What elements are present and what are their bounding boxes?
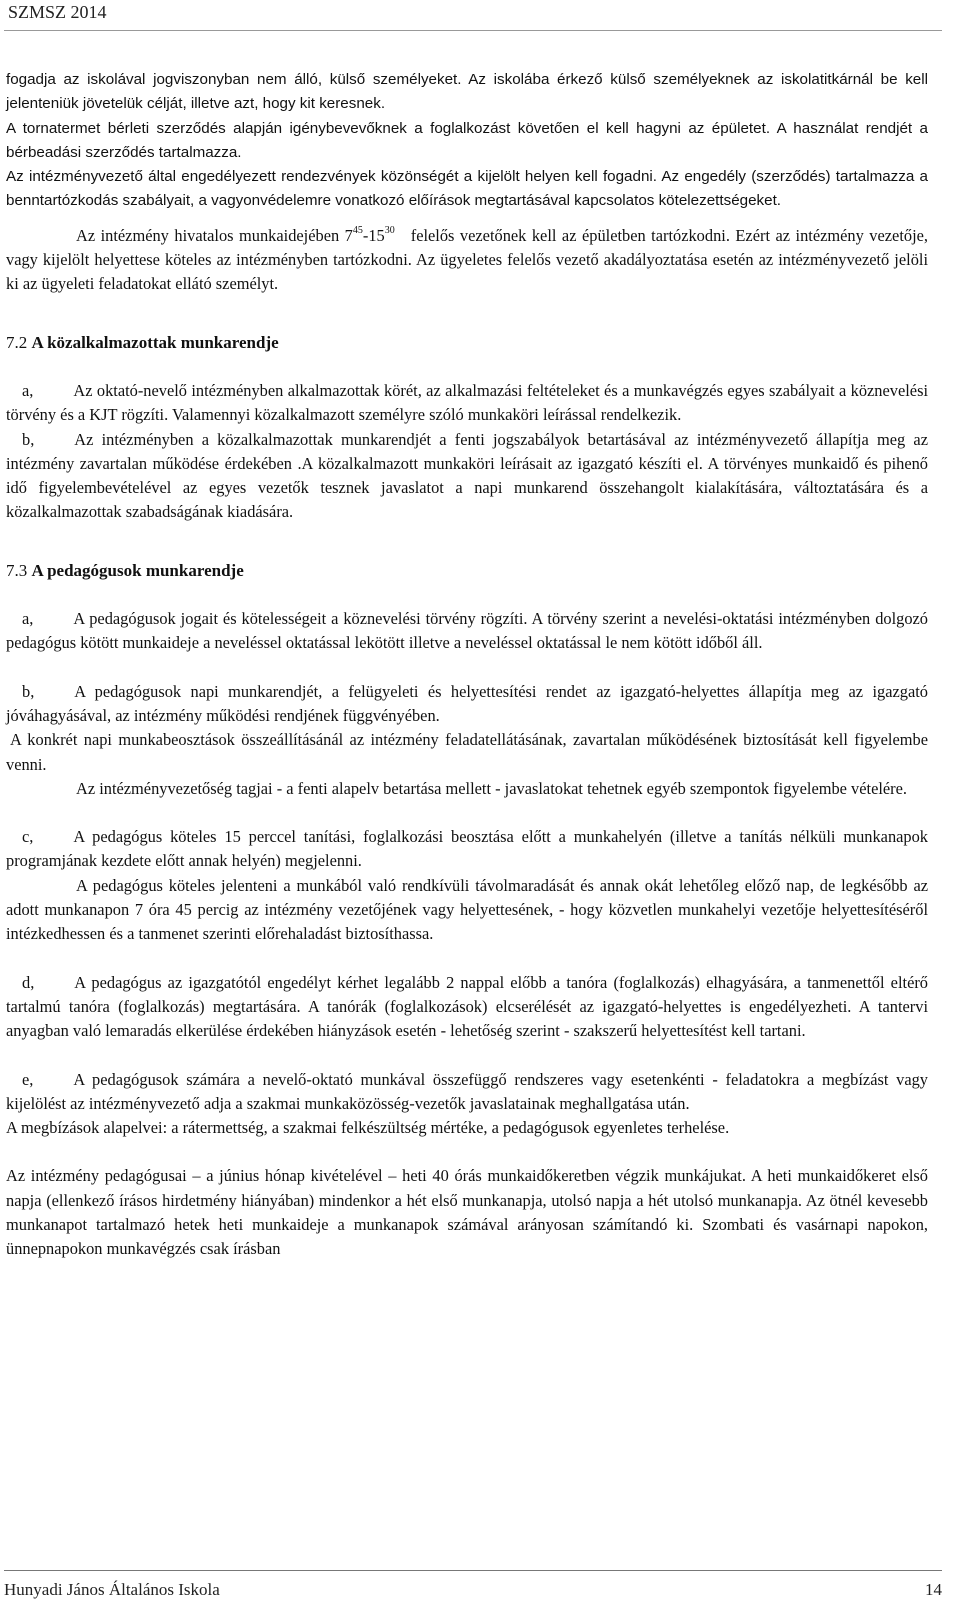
section-7-2-heading <box>6 331 928 355</box>
section-7-3-heading <box>6 559 928 583</box>
section-7-2-item-a <box>6 379 928 428</box>
section-7-3-item-c <box>6 825 928 874</box>
item-marker: a, <box>22 380 34 400</box>
item-text: Az oktató-nevelő intézményben alkalmazottak körét, az alkalmazási feltételeket és a munkavégzés egyes szabályait a köznevelési törvény és a KJT rögzíti. Valamennyi közalkalmazott személyre szóló munkaköri leírással rendelkezik. <box>6 380 928 425</box>
working-hours-continuation: felelős vezetőnek kell az épületben tartózkodni. Ezért az intézmény vezetője, vagy kijelölt helyettese köteles az intézményben tartózkodni. Az ügyeletes felelős vezető akadályoztatása esetén az intézményvezető jelöli ki az ügyeleti feladatokat ellátó személyt. <box>6 225 928 294</box>
section-7-3-item-d <box>6 971 928 1044</box>
section-7-3-item-c-para-2: A pedagógus köteles jelenteni a munkából való rendkívüli távolmaradását és annak okát lehetőleg előző nap, de legkésőbb az adott munkanapon 7 óra 45 percig az intézmény vezetőjének vagy helyettesének, - hogy közvetlen munkahelyi vezetője helyettesítéséről intézkedhessen és a tanmenet szerinti előrehaladást biztosíthassa. <box>6 875 928 944</box>
intro-paragraph-4 <box>6 224 928 297</box>
item-marker: c, <box>22 827 34 847</box>
section-7-3-item-b-para-3: Az intézményvezetőség tagjai - a fenti alapelv betartása mellett - javaslatokat tehetnek egyéb szempontok figyelembe vételére. <box>76 778 908 798</box>
item-text: A pedagógusok napi munkarendjét, a felügyeleti és helyettesítési rendet az igazgató-helyettes állapítja meg az igazgató jóváhagyásával, az intézmény működési rendjének függvényében. <box>6 681 928 725</box>
time-sup-start: 45 <box>352 224 363 236</box>
section-7-3-item-b <box>6 680 928 729</box>
working-hours-text: Az intézmény hivatalos munkaidejében 7 <box>76 225 353 245</box>
time-sup-end: 30 <box>384 224 395 236</box>
page-footer <box>4 1570 942 1601</box>
item-marker: b, <box>22 429 35 449</box>
section-number: 7.3 <box>6 560 28 580</box>
section-7-3-final-paragraph: Az intézmény pedagógusai – a június hónap kivételével – heti 40 órás munkaidőkeretben végzik munkájukat. A heti munkaidőkeret első napja (ellenkező írásos hirdetmény hiányában) mindenkor a hét első munkanapja, utolsó napja a hét utolsó munkanapja. Az ötnél kevesebb munkanapot tartalmazó hetek heti munkaideje a munkanapok számával arányosan számítandó ki. Szombati és vasárnapi napokon, ünnepnapokon munkavégzés csak írásban <box>6 1166 928 1259</box>
item-text: A pedagógusok jogait és kötelességeit a köznevelési törvény rögzíti. A törvény szerint a nevelési-oktatási intézményben dolgozó pedagógus kötött munkaideje a neveléssel oktatással lekötött illetve a neveléssel oktatással le nem kötött időből áll. <box>6 609 928 653</box>
item-marker: b, <box>22 681 35 701</box>
section-7-3-item-b-para-2: A konkrét napi munkabeosztások összeállításánál az intézmény feladatellátásának, zavartalan működésének biztosítását kell figyelembe venni. <box>6 730 928 774</box>
section-title: A közalkalmazottak munkarendje <box>31 332 279 352</box>
intro-paragraph-2: A tornatermet bérleti szerződés alapján igénybevevőknek a foglalkozást követően el kell hagyni az épületet. A használat rendjét a bérbeadási szerződés tartalmazza. <box>6 119 928 161</box>
footer-page-number: 14 <box>925 1580 942 1599</box>
working-hours-end: -15 <box>362 225 385 245</box>
footer-school-name: Hunyadi János Általános Iskola <box>4 1580 220 1599</box>
item-text: Az intézményben a közalkalmazottak munkarendjét a fenti jogszabályok betartásával az intézményvezető állapítja meg az intézmény zavartalan működése érdekében .A közalkalmazott munkaköri leírásait az igazgató készíti el. A törvényes munkaidő és pihenő idő figyelembevételével az egyes vezetők tesznek javaslatot a napi munkarend összehangolt kialakítására, változtatására és a közalkalmazottak szabadságának kiadására. <box>6 429 928 522</box>
item-marker: e, <box>22 1069 34 1089</box>
section-7-2-item-b <box>6 428 928 525</box>
intro-paragraph-3: Az intézményvezető által engedélyezett rendezvények közönségét a kijelölt helyen kell fogadni. Az engedély (szerződés) tartalmazza a benntartózkodás szabályait, a vagyonvédelemre vonatkozó előírások megtartásával kapcsolatos kötelezettségeket. <box>6 168 928 210</box>
item-marker: a, <box>22 609 34 629</box>
item-text: A pedagógus köteles 15 perccel tanítási, foglalkozási beosztása előtt a munkahelyén (illetve a tanítás nélküli munkanapok programjának kezdete előtt annak helyén) megjelenni. <box>6 827 928 871</box>
page-header-title: SZMSZ 2014 <box>8 2 107 22</box>
document-body <box>6 68 928 1262</box>
section-title: A pedagógusok munkarendje <box>31 560 244 580</box>
section-7-3-item-e-para-2: A megbízások alapelvei: a rátermettség, a szakmai felkészültség mértéke, a pedagógusok egyenletes terhelése. <box>6 1118 730 1138</box>
section-7-3-item-a <box>6 607 928 656</box>
item-text: A pedagógus az igazgatótól engedélyt kérhet legalább 2 nappal előbb a tanóra (foglalkozás) elhagyására, a tanmenettől eltérő tartalmú tanóra (foglalkozás) megtartására. A tanórák (foglalkozások) elcserélését az igazgató-helyettes is engedélyezheti. A tantervi anyagban való lemaradás elkerülése érdekében hiányzások esetén - lehetőség szerint - szakszerű helyettesítést kell tartani. <box>6 972 928 1041</box>
intro-paragraph-1: fogadja az iskolával jogviszonyban nem álló, külső személyeket. Az iskolába érkező külső személyeknek az iskolatitkárnál be kell jelenteniük jövetelük célját, illetve azt, hogy kit keresnek. <box>6 71 928 113</box>
section-number: 7.2 <box>6 332 28 352</box>
item-marker: d, <box>22 972 35 992</box>
section-7-3-item-e <box>6 1068 928 1117</box>
header-divider <box>4 30 942 31</box>
item-text: A pedagógusok számára a nevelő-oktató munkával összefüggő rendszeres vagy esetenkénti - feladatokra a megbízást vagy kijelölést az intézményvezető adja a szakmai munkaközösség-vezetők javaslatainak meghallgatása után. <box>6 1069 928 1113</box>
